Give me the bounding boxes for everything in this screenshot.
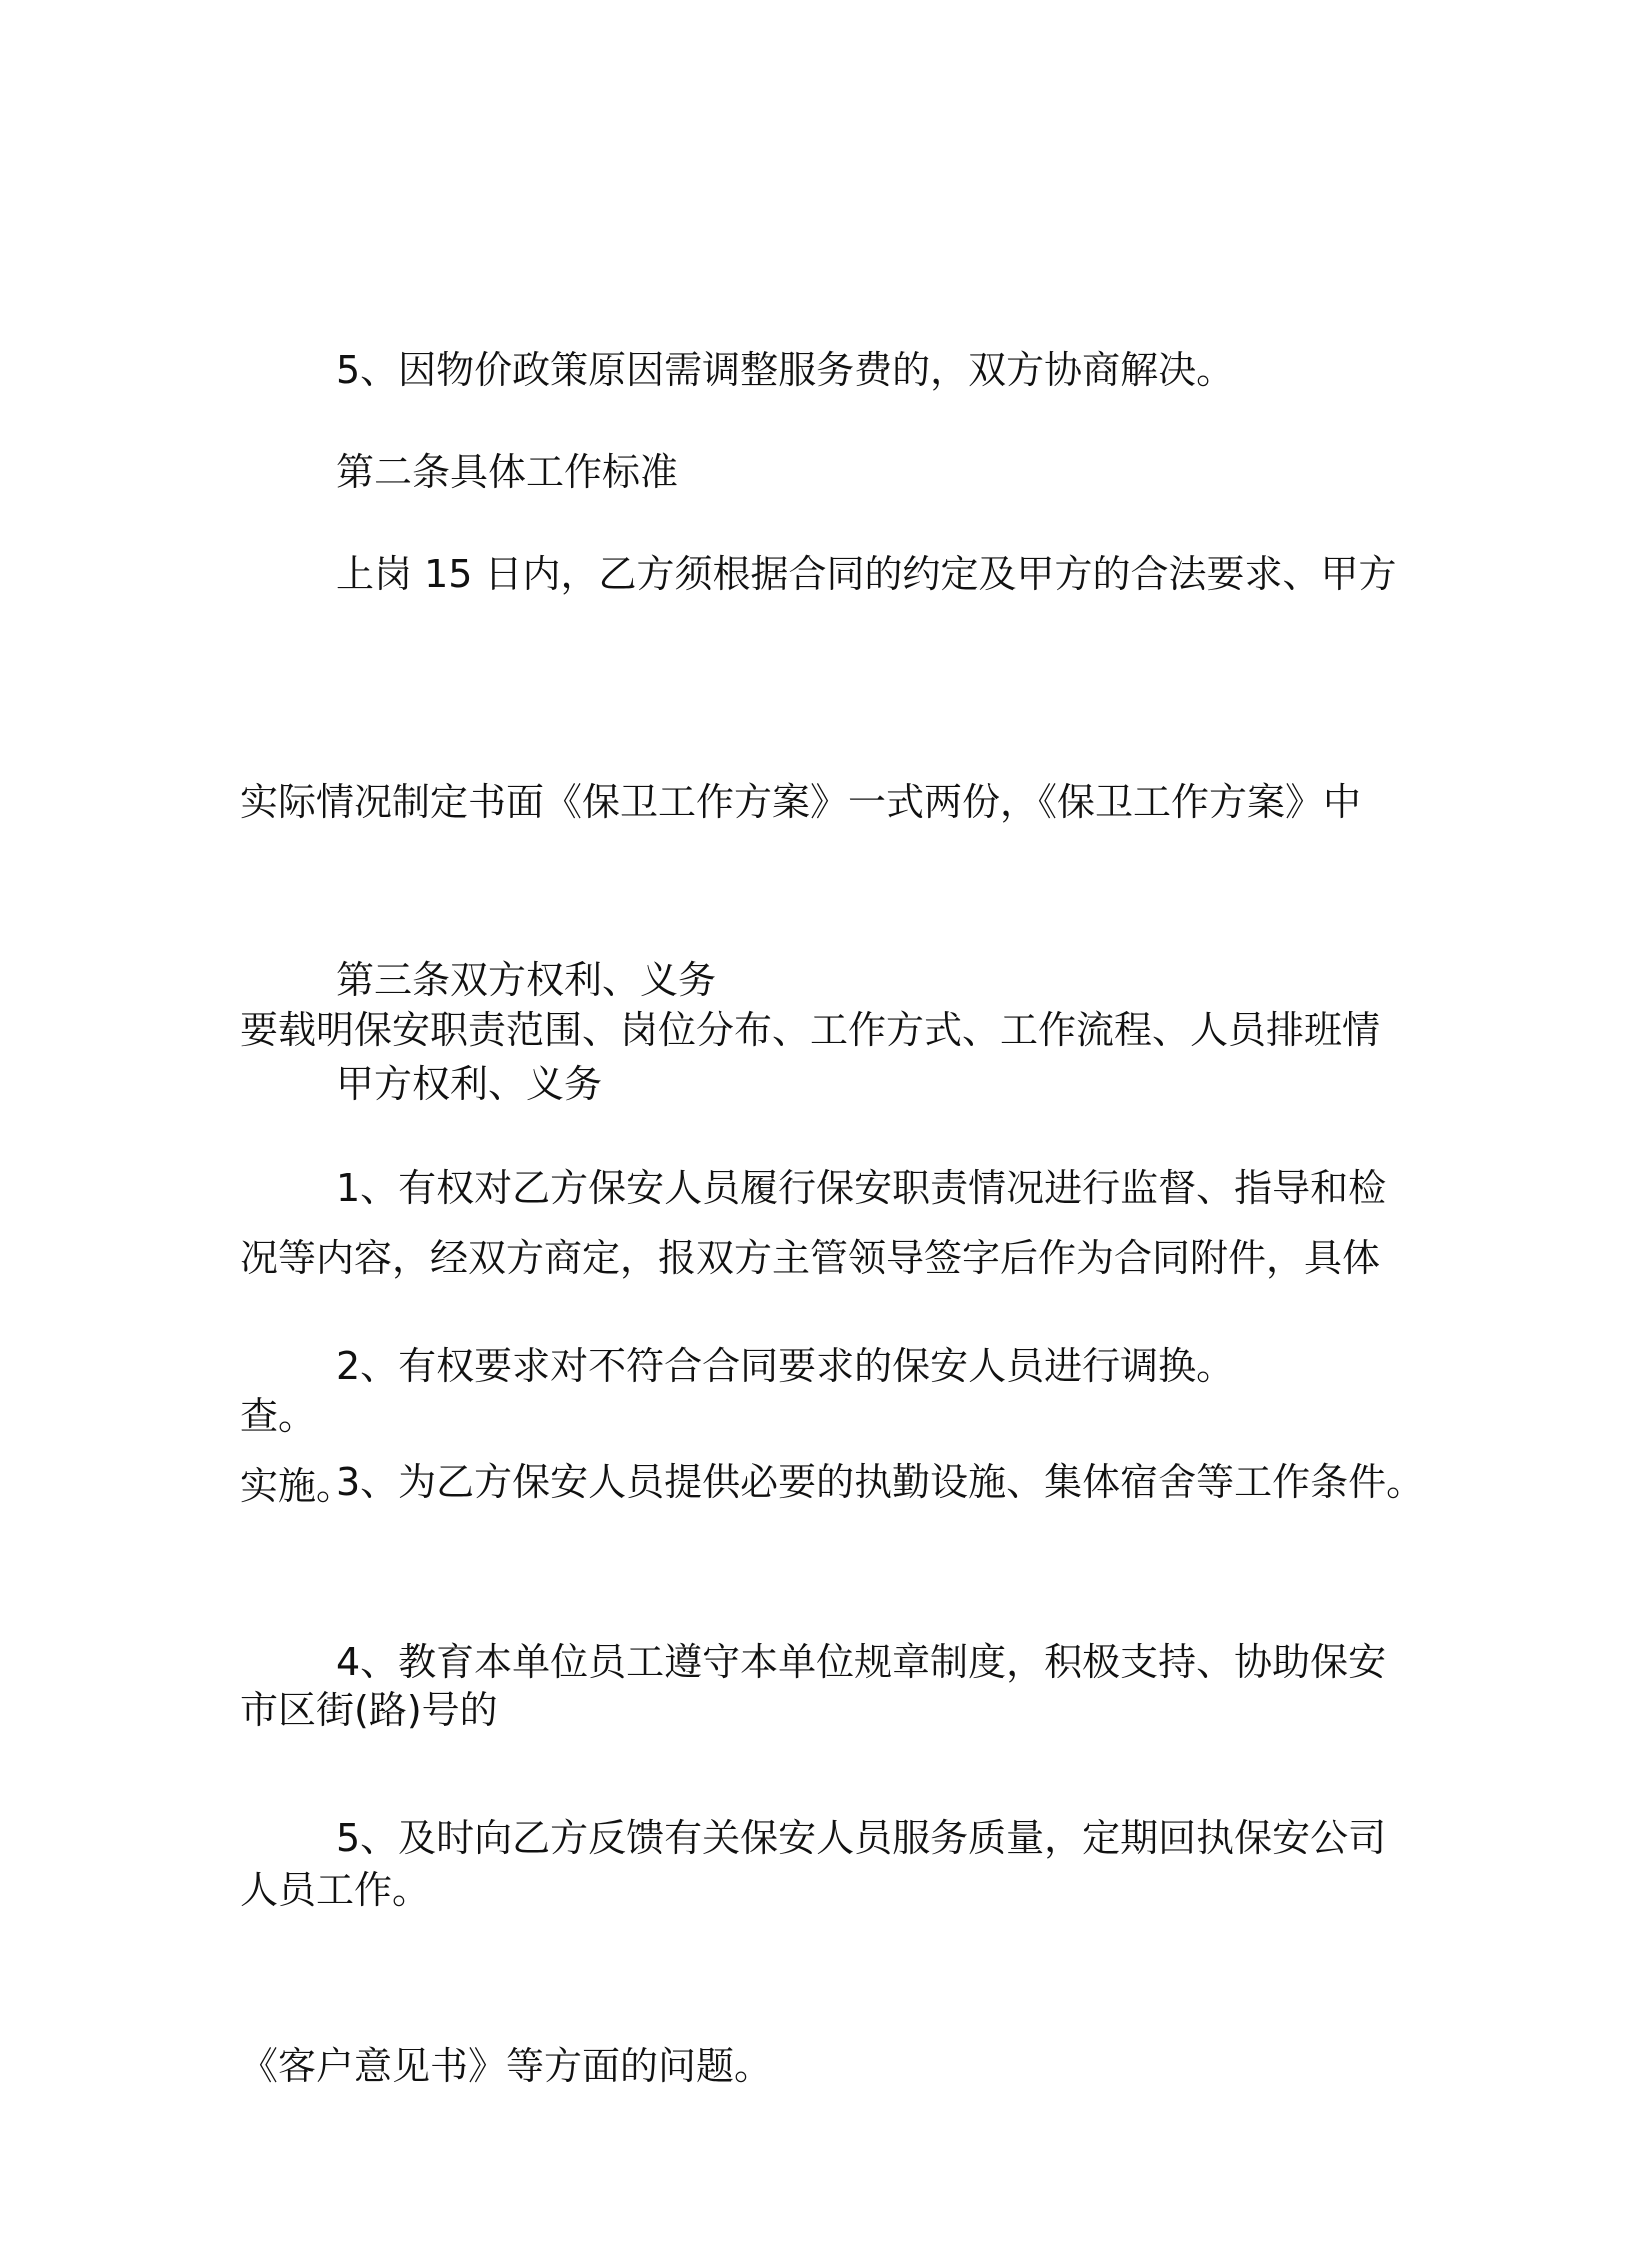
text-line: 第二条具体工作标准 bbox=[336, 450, 679, 494]
text-line: 5、及时向乙方反馈有关保安人员服务质量，定期回执保安公司 bbox=[336, 1816, 1387, 1860]
text-line: 人员工作。 bbox=[240, 1868, 431, 1912]
text-line: 况等内容，经双方商定，报双方主管领导签字后作为合同附件，具体 bbox=[240, 1236, 1381, 1280]
text-line: 3、为乙方保安人员提供必要的执勤设施、集体宿舍等工作条件。 bbox=[336, 1460, 1425, 1504]
list-item-5 bbox=[240, 1648, 1387, 2256]
text-line: 第三条双方权利、义务 bbox=[336, 958, 717, 1002]
text-line: 甲方权利、义务 bbox=[336, 1062, 603, 1106]
text-line: 市区街(路)号的 bbox=[240, 1688, 498, 1732]
text-line: 2、有权要求对不符合合同要求的保安人员进行调换。 bbox=[336, 1344, 1235, 1388]
text-line: 要载明保安职责范围、岗位分布、工作方式、工作流程、人员排班情 bbox=[240, 1008, 1381, 1052]
text-line: 上岗 15 日内，乙方须根据合同的约定及甲方的合法要求、甲方 bbox=[336, 552, 1397, 596]
text-line: 查。 bbox=[240, 1394, 317, 1438]
text-line: 5、因物价政策原因需调整服务费的，双方协商解决。 bbox=[336, 348, 1235, 392]
text-line: 《客户意见书》等方面的问题。 bbox=[240, 2044, 773, 2088]
text-line: 实施。 bbox=[240, 1464, 355, 1508]
text-line: 4、教育本单位员工遵守本单位规章制度，积极支持、协助保安 bbox=[336, 1640, 1387, 1684]
text-line: 1、有权对乙方保安人员履行保安职责情况进行监督、指导和检 bbox=[336, 1166, 1387, 1210]
text-line: 实际情况制定书面《保卫工作方案》一式两份，《保卫工作方案》中 bbox=[240, 780, 1362, 824]
